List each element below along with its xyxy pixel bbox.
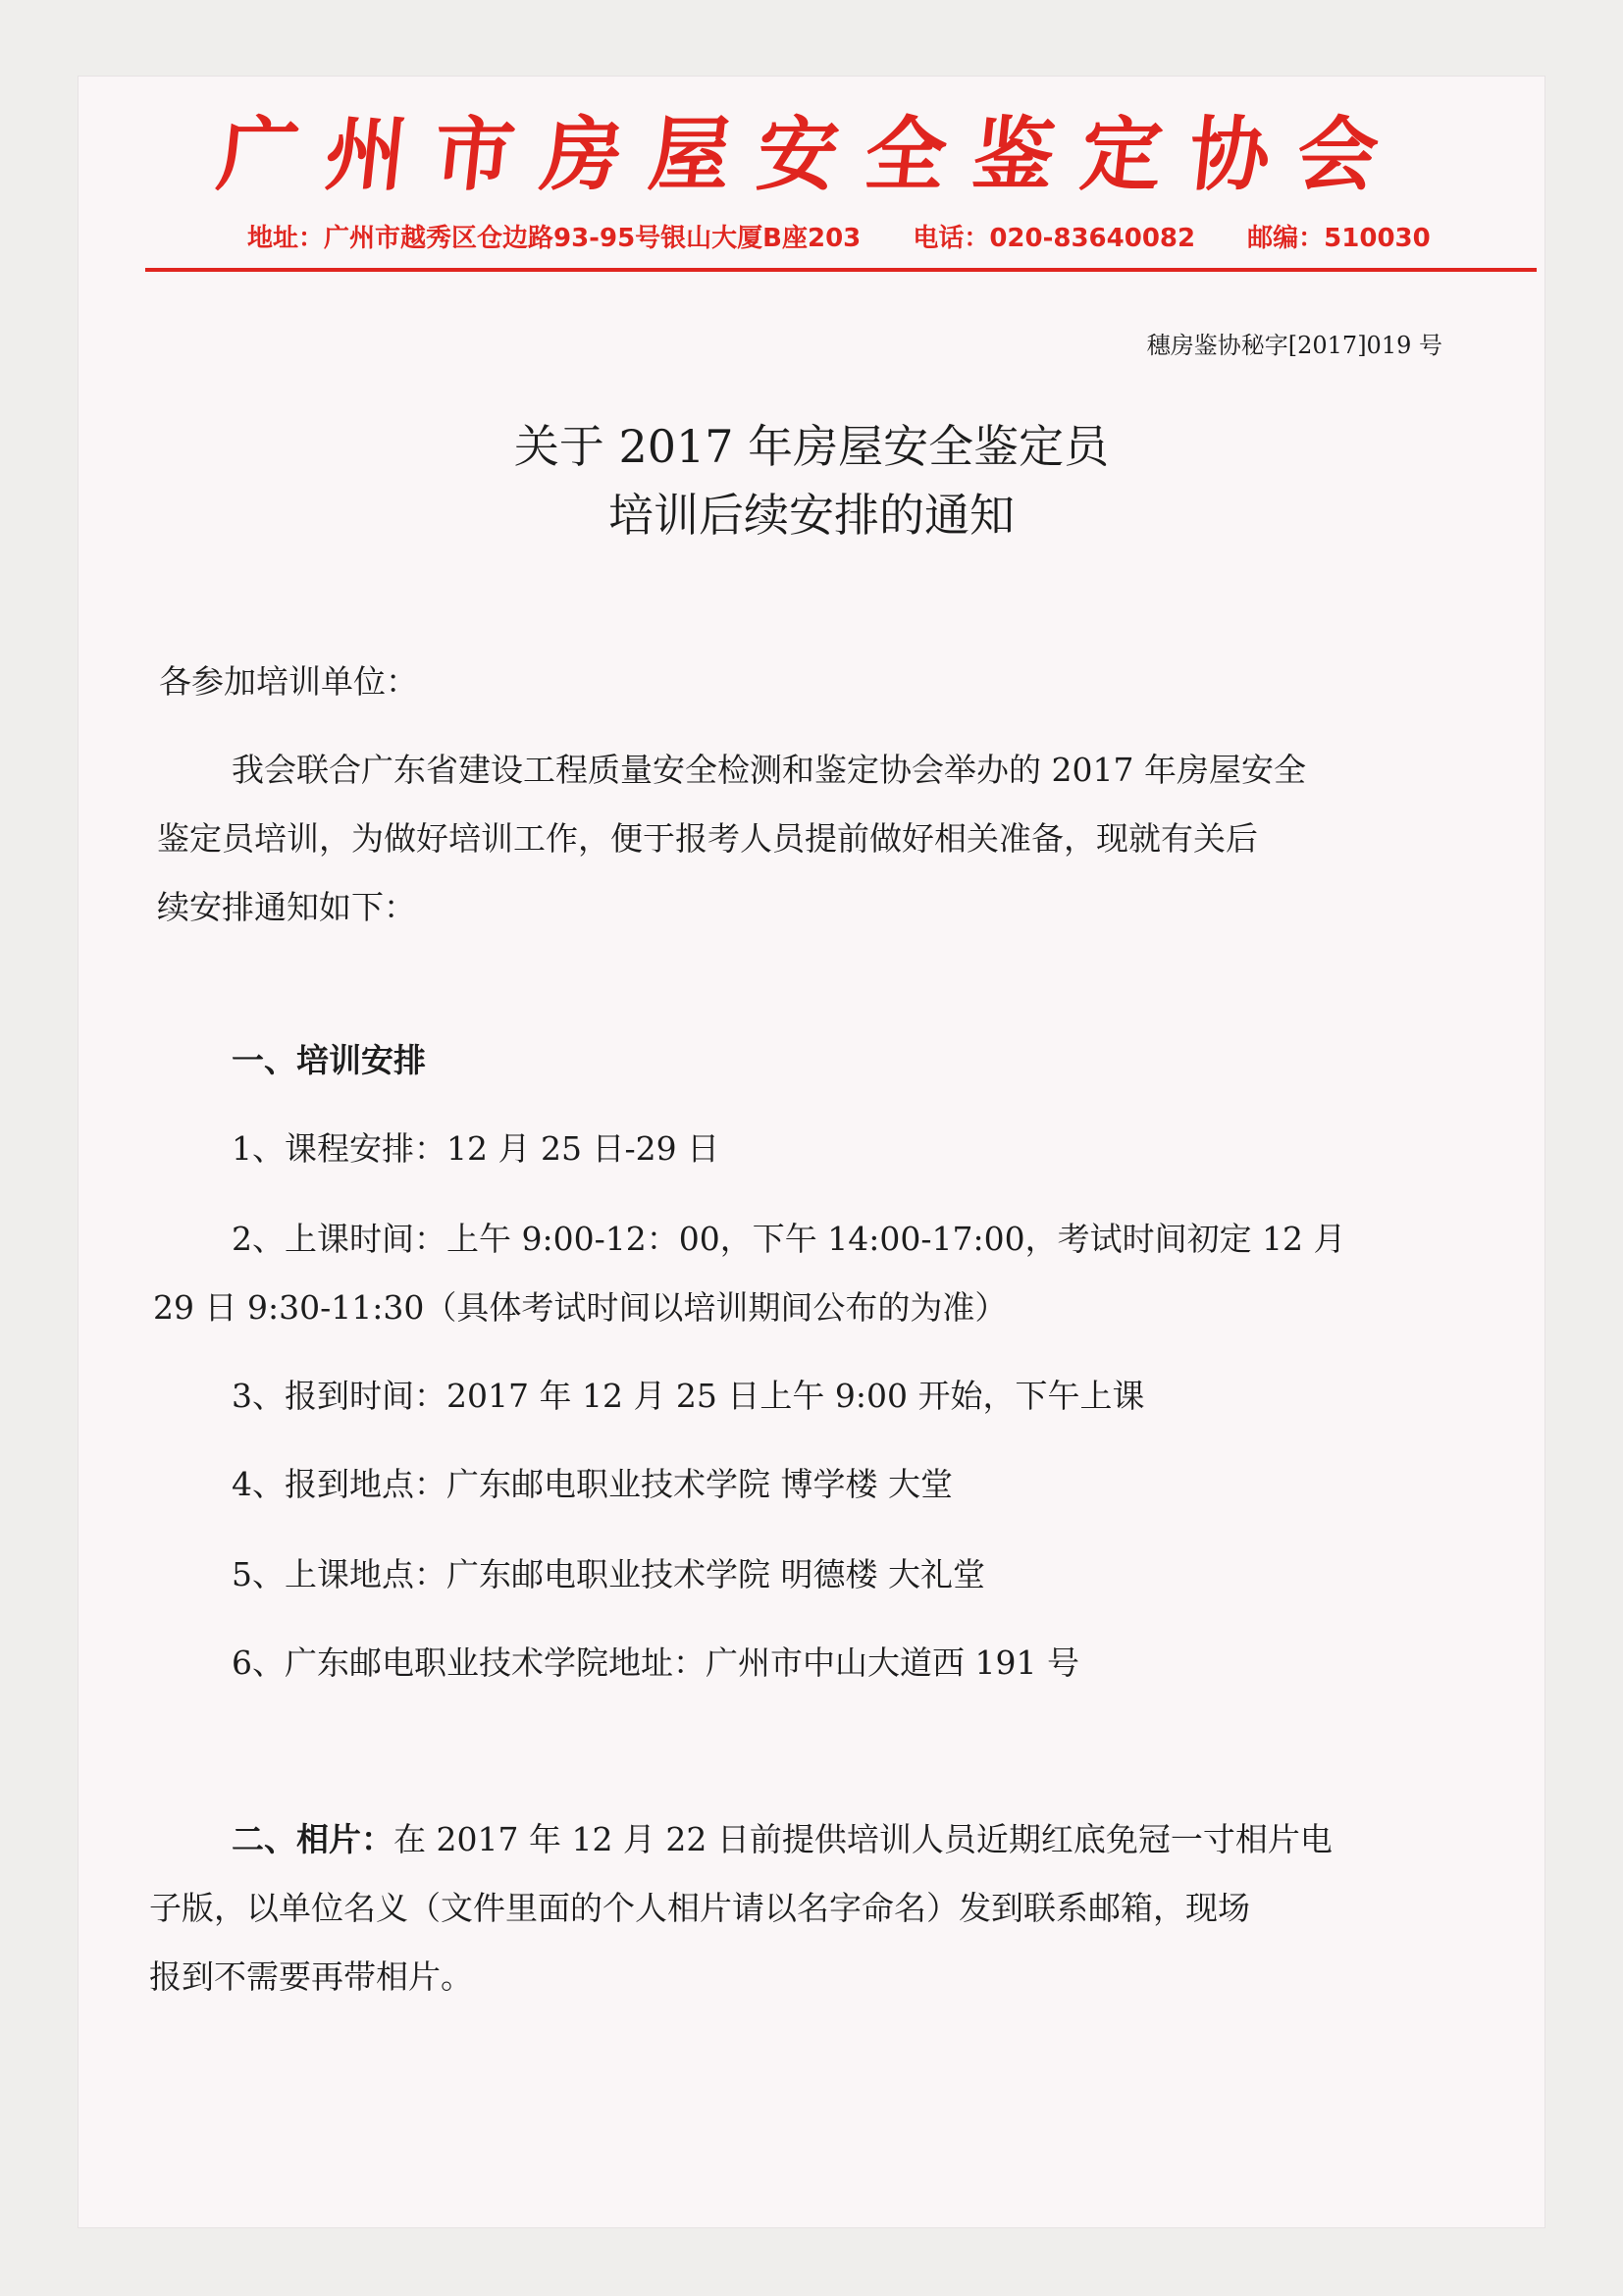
section-2-line-2: 子版，以单位名义（文件里面的个人相片请以名字命名）发到联系邮箱，现场 bbox=[149, 1889, 1250, 1927]
section-2-heading: 二、相片： bbox=[232, 1820, 393, 1858]
intro-line-1: 我会联合广东省建设工程质量安全检测和鉴定协会举办的 2017 年房屋安全 bbox=[232, 751, 1306, 789]
letterhead-contact-line bbox=[247, 226, 1431, 251]
section-1-item-4: 4、报到地点：广东邮电职业技术学院 博学楼 大堂 bbox=[232, 1465, 953, 1503]
letterhead-org-name: 广州市房屋安全鉴定协会 bbox=[213, 109, 1411, 202]
salutation: 各参加培训单位： bbox=[159, 662, 418, 701]
letterhead-divider bbox=[145, 268, 1537, 272]
document-title-line-2: 培训后续安排的通知 bbox=[608, 489, 1015, 542]
letterhead-phone: 电话：020-83640082 bbox=[913, 224, 1196, 253]
section-1-item-5: 5、上课地点：广东邮电职业技术学院 明德楼 大礼堂 bbox=[232, 1555, 985, 1593]
intro-line-3: 续安排通知如下： bbox=[157, 888, 416, 926]
document-title-line-1: 关于 2017 年房屋安全鉴定员 bbox=[513, 420, 1110, 473]
section-1-item-3: 3、报到时间：2017 年 12 月 25 日上午 9:00 开始，下午上课 bbox=[232, 1377, 1145, 1415]
section-1-heading: 一、培训安排 bbox=[232, 1041, 426, 1079]
section-1-item-2-line-2: 29 日 9:30-11:30（具体考试时间以培训期间公布的为准） bbox=[153, 1288, 1008, 1327]
section-1-item-1: 1、课程安排：12 月 25 日-29 日 bbox=[232, 1129, 720, 1168]
section-1-item-6: 6、广东邮电职业技术学院地址：广州市中山大道西 191 号 bbox=[232, 1644, 1079, 1682]
section-1-item-2-line-1: 2、上课时间：上午 9:00-12：00，下午 14:00-17:00，考试时间初定 12 月 bbox=[232, 1220, 1346, 1258]
intro-line-2: 鉴定员培训，为做好培训工作，便于报考人员提前做好相关准备，现就有关后 bbox=[157, 819, 1258, 858]
section-2-line-1 bbox=[232, 1820, 1333, 1858]
document-number: 穗房鉴协秘字[2017]019 号 bbox=[1146, 332, 1442, 359]
letterhead-postcode: 邮编：510030 bbox=[1247, 224, 1431, 253]
section-2-line-3: 报到不需要再带相片。 bbox=[149, 1957, 473, 1996]
section-2-line-1-text: 在 2017 年 12 月 22 日前提供培训人员近期红底免冠一寸相片电 bbox=[393, 1820, 1333, 1858]
letterhead-address: 地址：广州市越秀区仓边路93-95号银山大厦B座203 bbox=[247, 224, 862, 253]
